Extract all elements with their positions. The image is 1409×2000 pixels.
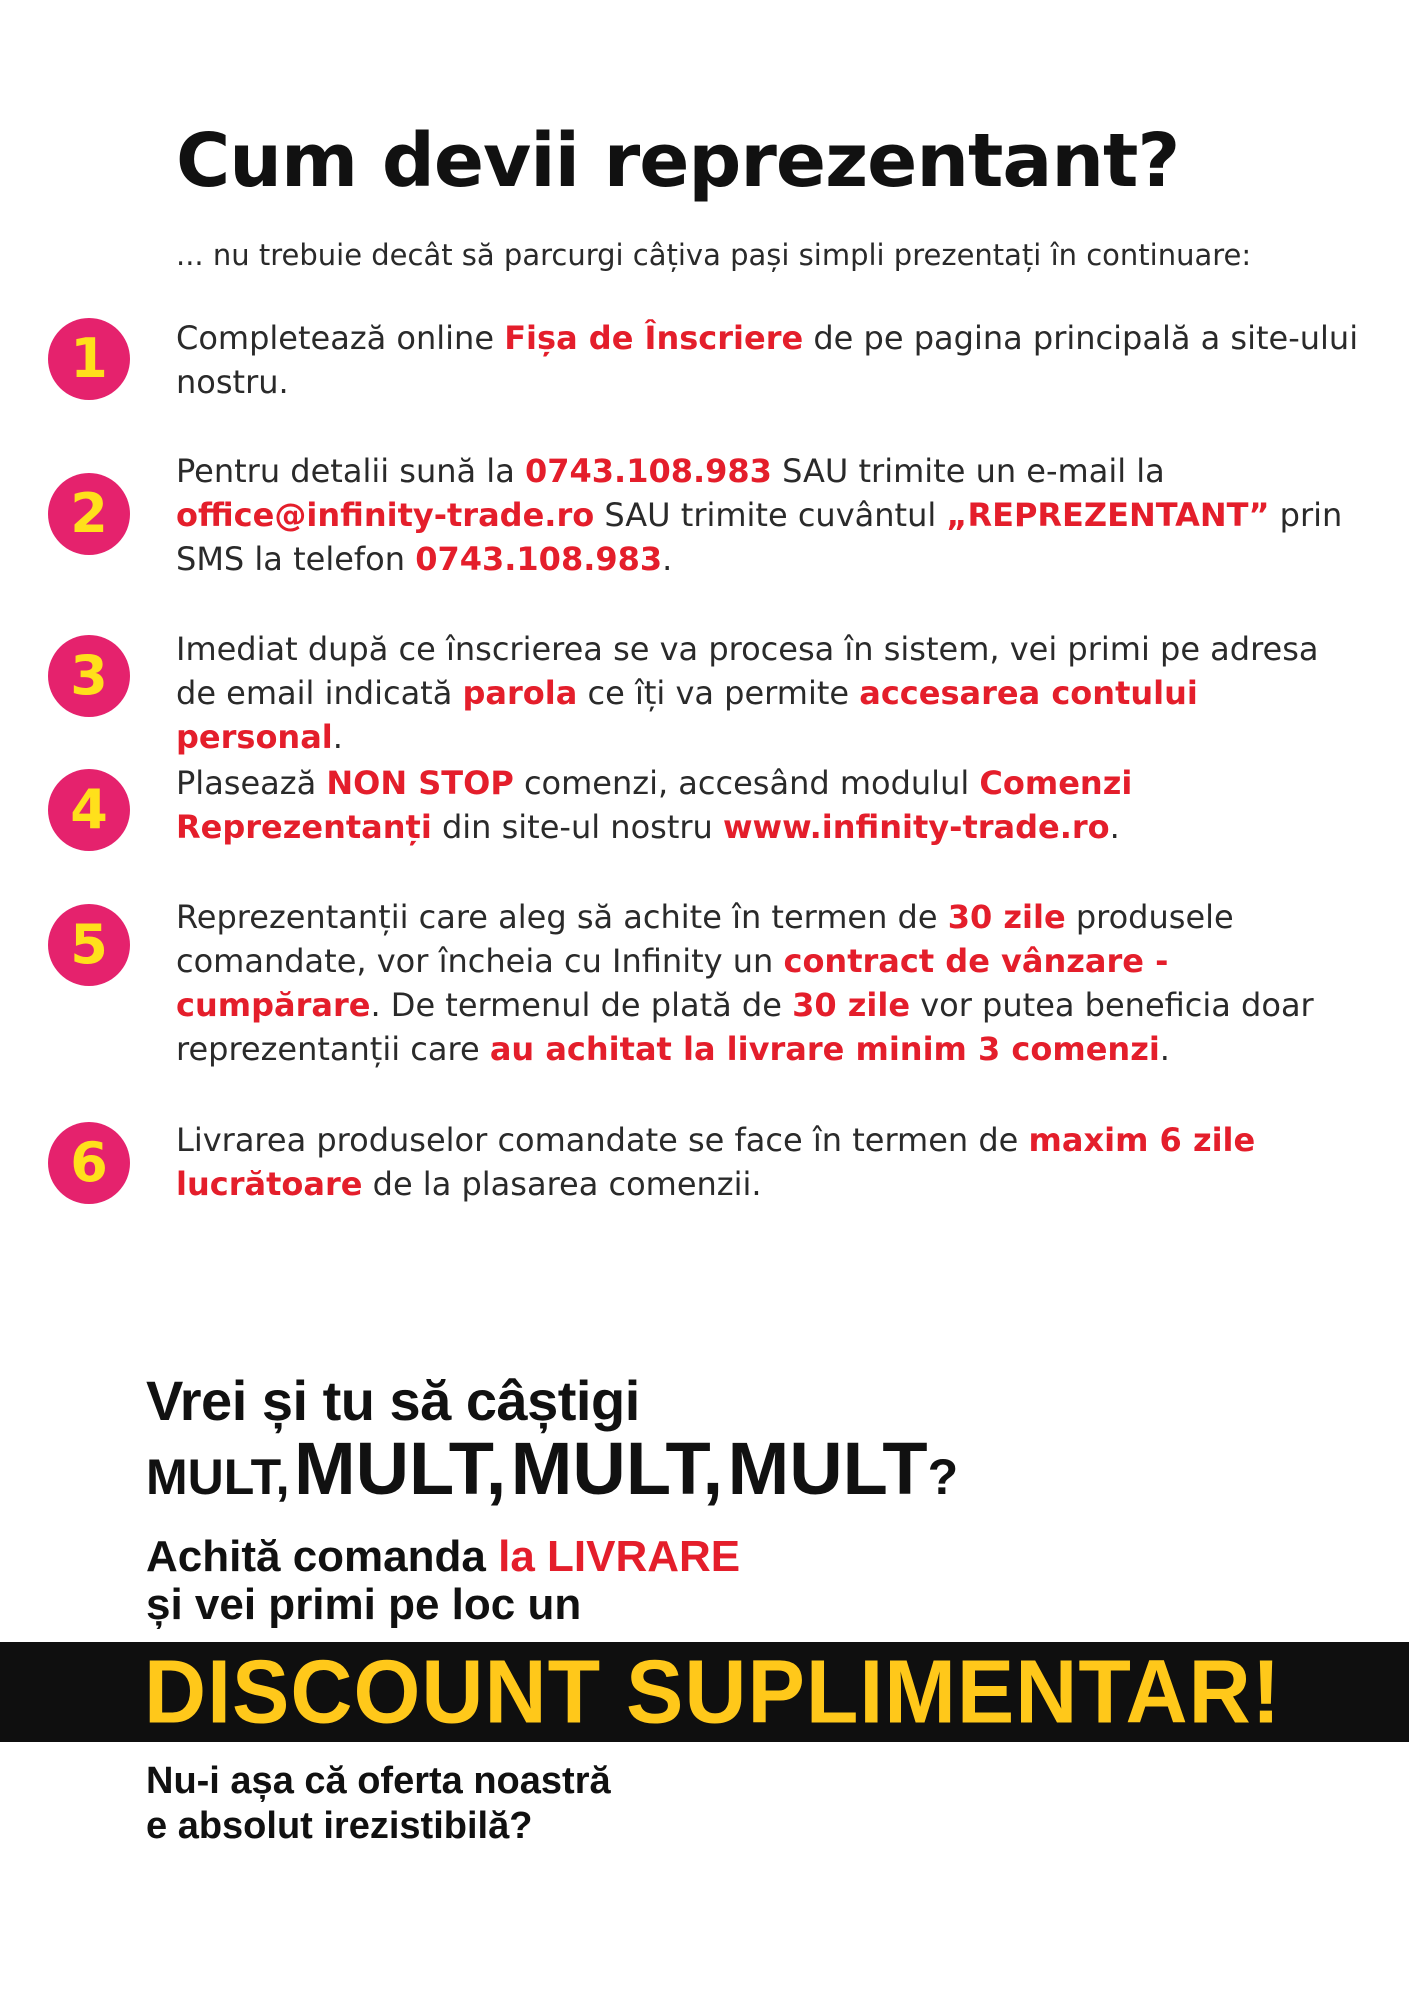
highlight-text: au achitat la livrare minim 3 comenzi	[489, 1030, 1160, 1068]
highlight-text: Fișa de Înscriere	[504, 319, 804, 357]
highlight-text: accesarea contului personal	[176, 674, 1198, 756]
promo-question-mark: ?	[927, 1449, 959, 1505]
step-text	[176, 1118, 1366, 1206]
highlight-text: „REPREZENTANT”	[946, 496, 1270, 534]
step-text-run: .	[1159, 1030, 1170, 1068]
promo-question-line1: Vrei și tu să câștigi	[146, 1369, 640, 1432]
page-title: Cum devii reprezentant?	[176, 118, 1180, 204]
promo-question-line2	[146, 1427, 959, 1510]
step-number-badge	[48, 904, 130, 986]
step-text-run: .	[332, 718, 343, 756]
highlight-text: 0743.108.983	[524, 452, 772, 490]
subtitle: ... nu trebuie decât să parcurgi câțiva pași simpli prezentați în continuare:	[176, 238, 1252, 272]
highlight-text: NON STOP	[326, 764, 514, 802]
step-text-run: Livrarea produselor comandate se face în termen de	[176, 1121, 1029, 1159]
step-number: 1	[70, 327, 108, 390]
promo-mult: MULT	[727, 1427, 928, 1510]
promo-mult: MULT,	[146, 1449, 290, 1505]
highlight-text: www.infinity-trade.ro	[722, 808, 1110, 846]
highlight-text: 0743.108.983	[415, 540, 663, 578]
discount-banner	[0, 1642, 1409, 1742]
closing-line2: e absolut irezistibilă?	[146, 1805, 533, 1847]
step-text	[176, 895, 1366, 1071]
promo-mult: MULT,	[510, 1427, 724, 1510]
promo-mult: MULT,	[293, 1427, 507, 1510]
closing-line1: Nu-i așa că oferta noastră	[146, 1760, 611, 1802]
step-number-badge	[48, 769, 130, 851]
step-text-run: Completează online	[176, 319, 505, 357]
step-text-run: .	[1109, 808, 1120, 846]
highlight-text: Comenzi Reprezentanți	[176, 764, 1133, 846]
step-text	[176, 761, 1366, 849]
pay-on-delivery-line	[146, 1532, 740, 1582]
step-number: 3	[70, 644, 108, 707]
step-text	[176, 449, 1366, 581]
step-text-run: de la plasarea comenzii.	[362, 1165, 762, 1203]
discount-text: DISCOUNT SUPLIMENTAR!	[144, 1641, 1282, 1743]
step-text-run: . De termenul de plată de	[370, 986, 793, 1024]
highlight-text: contract de vânzare - cumpărare	[176, 942, 1169, 1024]
step-number: 2	[70, 482, 108, 545]
step-text-run: de pe pagina principală a site-ului nostru.	[176, 319, 1359, 401]
step-number-badge	[48, 635, 130, 717]
step-text-run: SAU trimite un e-mail la	[771, 452, 1165, 490]
step-text-run: SAU trimite cuvântul	[594, 496, 947, 534]
step-number: 6	[70, 1131, 108, 1194]
step-number-badge	[48, 1122, 130, 1204]
pay-prefix: Achită comanda	[146, 1532, 499, 1581]
pay-highlight: la LIVRARE	[498, 1532, 741, 1581]
step-text-run: Pentru detalii sună la	[176, 452, 525, 490]
step-text-run: vor putea beneficia doar reprezentanții care	[176, 986, 1314, 1068]
step-text-run: comenzi, accesând modulul	[513, 764, 980, 802]
highlight-text: parola	[462, 674, 578, 712]
step-text-run: ce îți va permite	[577, 674, 860, 712]
highlight-text: 30 zile	[947, 898, 1066, 936]
highlight-text: maxim 6 zile lucrătoare	[176, 1121, 1256, 1203]
step-text-run: Imediat după ce înscrierea se va procesa în sistem, vei primi pe adresa de email indicată	[176, 630, 1319, 712]
step-text-run: din site-ul nostru	[431, 808, 723, 846]
step-text	[176, 316, 1366, 404]
highlight-text: office@infinity-trade.ro	[176, 496, 595, 534]
step-text-run: prin SMS la telefon	[176, 496, 1343, 578]
step-text	[176, 627, 1366, 759]
step-text-run: produsele comandate, vor încheia cu Infinity un	[176, 898, 1234, 980]
step-text-run: Reprezentanții care aleg să achite în termen de	[176, 898, 948, 936]
pay-line2: și vei primi pe loc un	[146, 1580, 582, 1629]
step-number-badge	[48, 473, 130, 555]
step-number: 5	[70, 913, 108, 976]
highlight-text: 30 zile	[792, 986, 911, 1024]
step-number: 4	[70, 778, 108, 841]
step-number-badge	[48, 318, 130, 400]
step-text-run: Plasează	[176, 764, 327, 802]
step-text-run: .	[662, 540, 673, 578]
